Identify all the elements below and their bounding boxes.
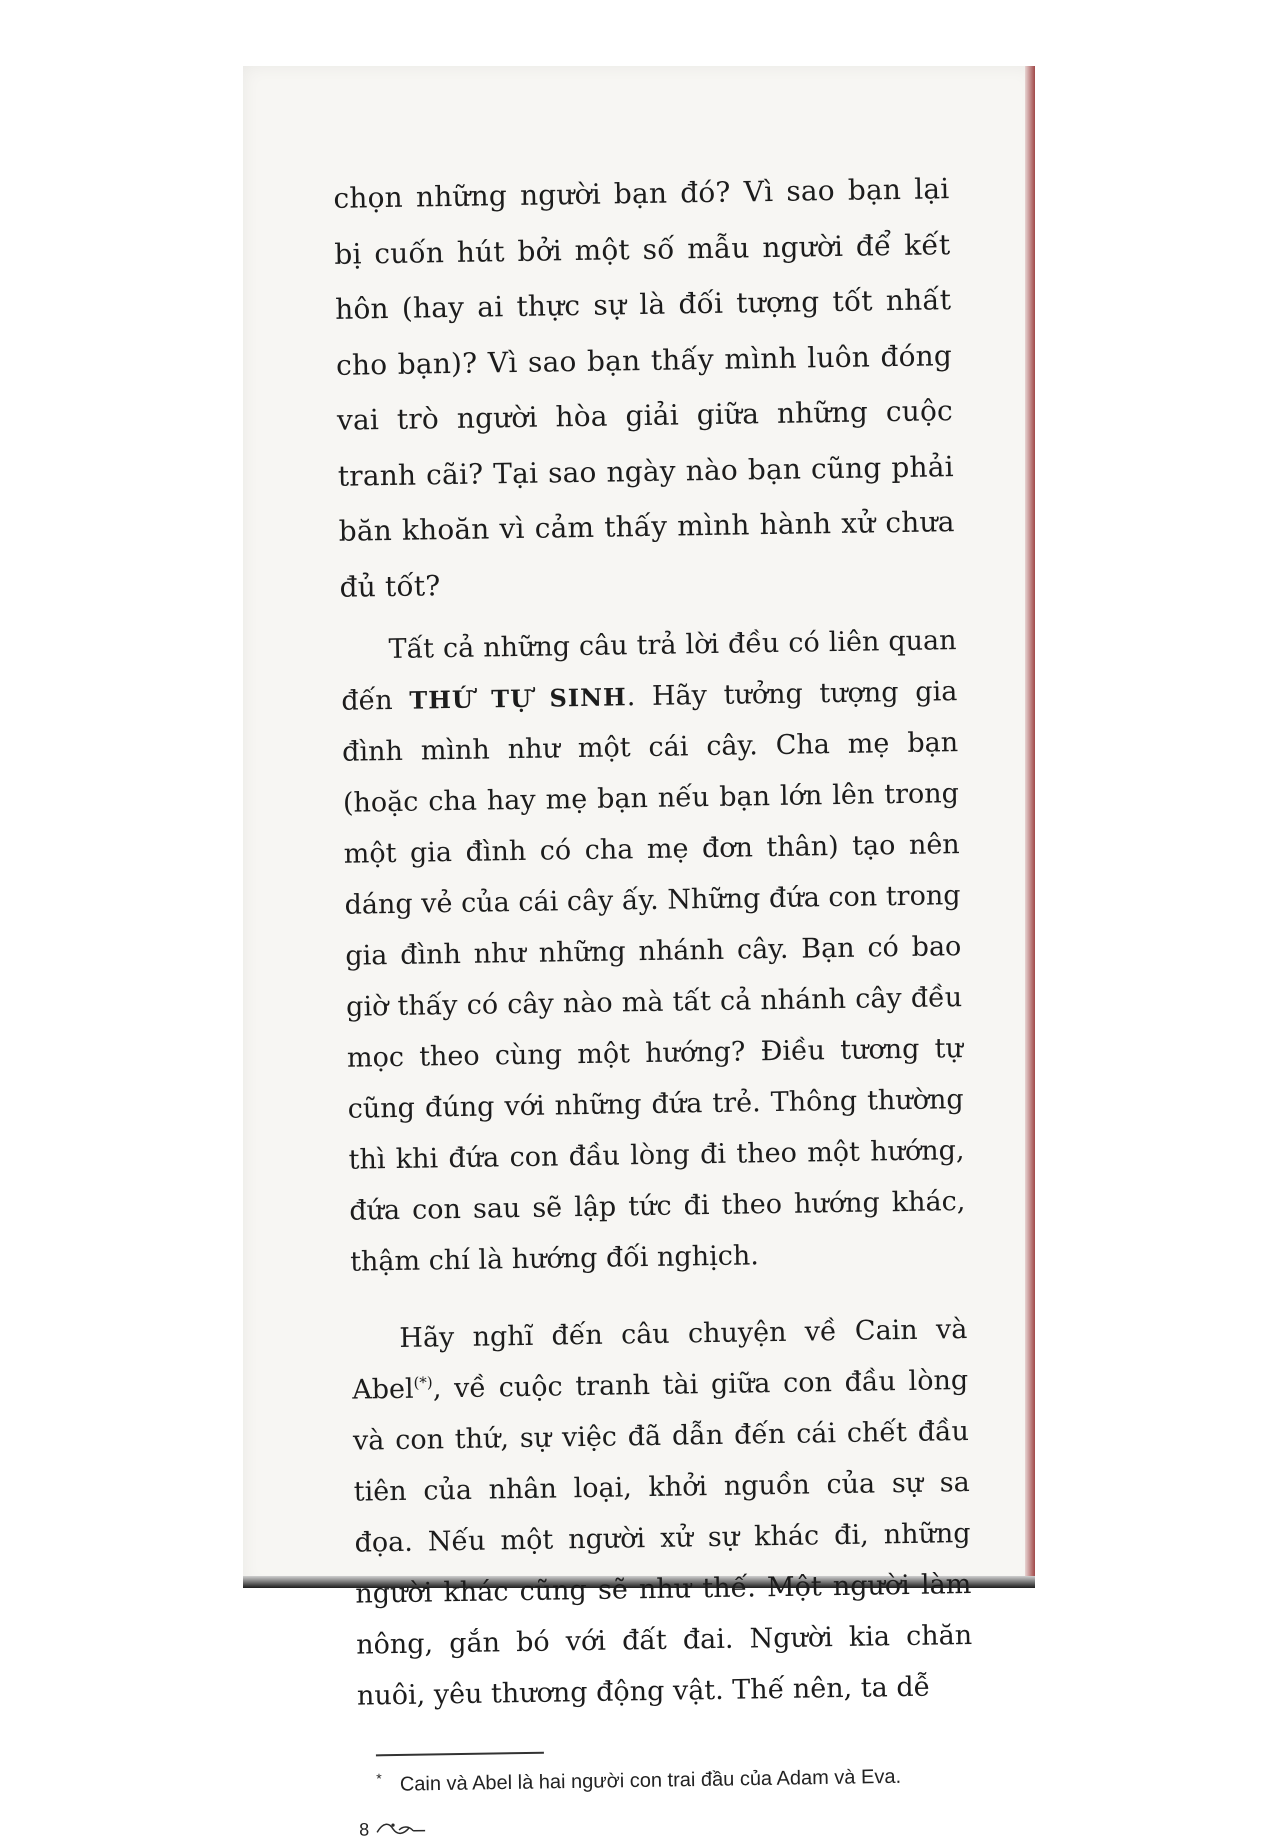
paragraph-3-rest: , về cuộc tranh tài giữa con đầu lòng và con thứ, sự việc đã dẫn đến cái chết đầu tiên của nhân loại, khởi nguồn của sự sa đọa. Nếu một người xử sự khác đi, những người khác cũng sẽ như thế. Một người làm nông, gắn bó với đất đai. Người kia chăn nuôi, yêu thương động vật. Thế nên, ta dễ: [352, 1365, 973, 1712]
paragraph-2-rest: . Hãy tưởng tượng gia đình mình như một cái cây. Cha mẹ bạn (hoặc cha hay mẹ bạn nếu bạn lớn lên trong một gia đình có cha mẹ đơn thân) tạo nên dáng vẻ của cái cây ấy. Những đứa con trong gia đình như những nhánh cây. Bạn có bao giờ thấy có cây nào mà tất cả nhánh cây đều mọc theo cùng một hướng? Điều tương tự cũng đúng với những đứa trẻ. Thông thường thì khi đứa con đầu lòng đi theo một hướng, đứa con sau sẽ lập tức đi theo hướng khác, thậm chí là hướng đối nghịch.: [341, 676, 966, 1278]
page-number: 8: [358, 1819, 370, 1840]
paragraph-3: [351, 1304, 973, 1722]
paragraph-2: [340, 615, 966, 1288]
paragraph-2-lead: Tất cả những câu trả lời đều có liên quan đến: [341, 625, 957, 717]
footnote-mark: *: [376, 1770, 382, 1787]
paragraph-3-lead: Hãy nghĩ đến câu chuyện về Cain và Abel: [351, 1314, 968, 1406]
ornament-icon: [373, 1820, 429, 1839]
page-footer: [359, 1810, 975, 1840]
footnote-rule: [376, 1752, 544, 1757]
paragraph-1: [333, 161, 956, 615]
footnote-text: Cain và Abel là hai người con trai đầu của Adam và Eva.: [399, 1765, 902, 1796]
paragraph-1-text: chọn những người bạn đó? Vì sao bạn lại bị cuốn hút bởi một số mẫu người để kết hôn (hay ai thực sự là đối tượng tốt nhất cho bạn)? Vì sao bạn thấy mình luôn đóng vai trò người hòa giải giữa những cuộc tranh cãi? Tại sao ngày nào bạn cũng phải băn khoăn vì cảm thấy mình hành xử chưa đủ tốt?: [333, 172, 955, 604]
footnote: [376, 1755, 974, 1799]
book-spine-edge: [1025, 66, 1035, 1588]
page-content: [333, 161, 975, 1840]
scanned-page: [243, 66, 1035, 1840]
birth-order-term: THỨ TỰ SINH: [409, 682, 627, 715]
footnote-reference: (*): [413, 1373, 433, 1392]
